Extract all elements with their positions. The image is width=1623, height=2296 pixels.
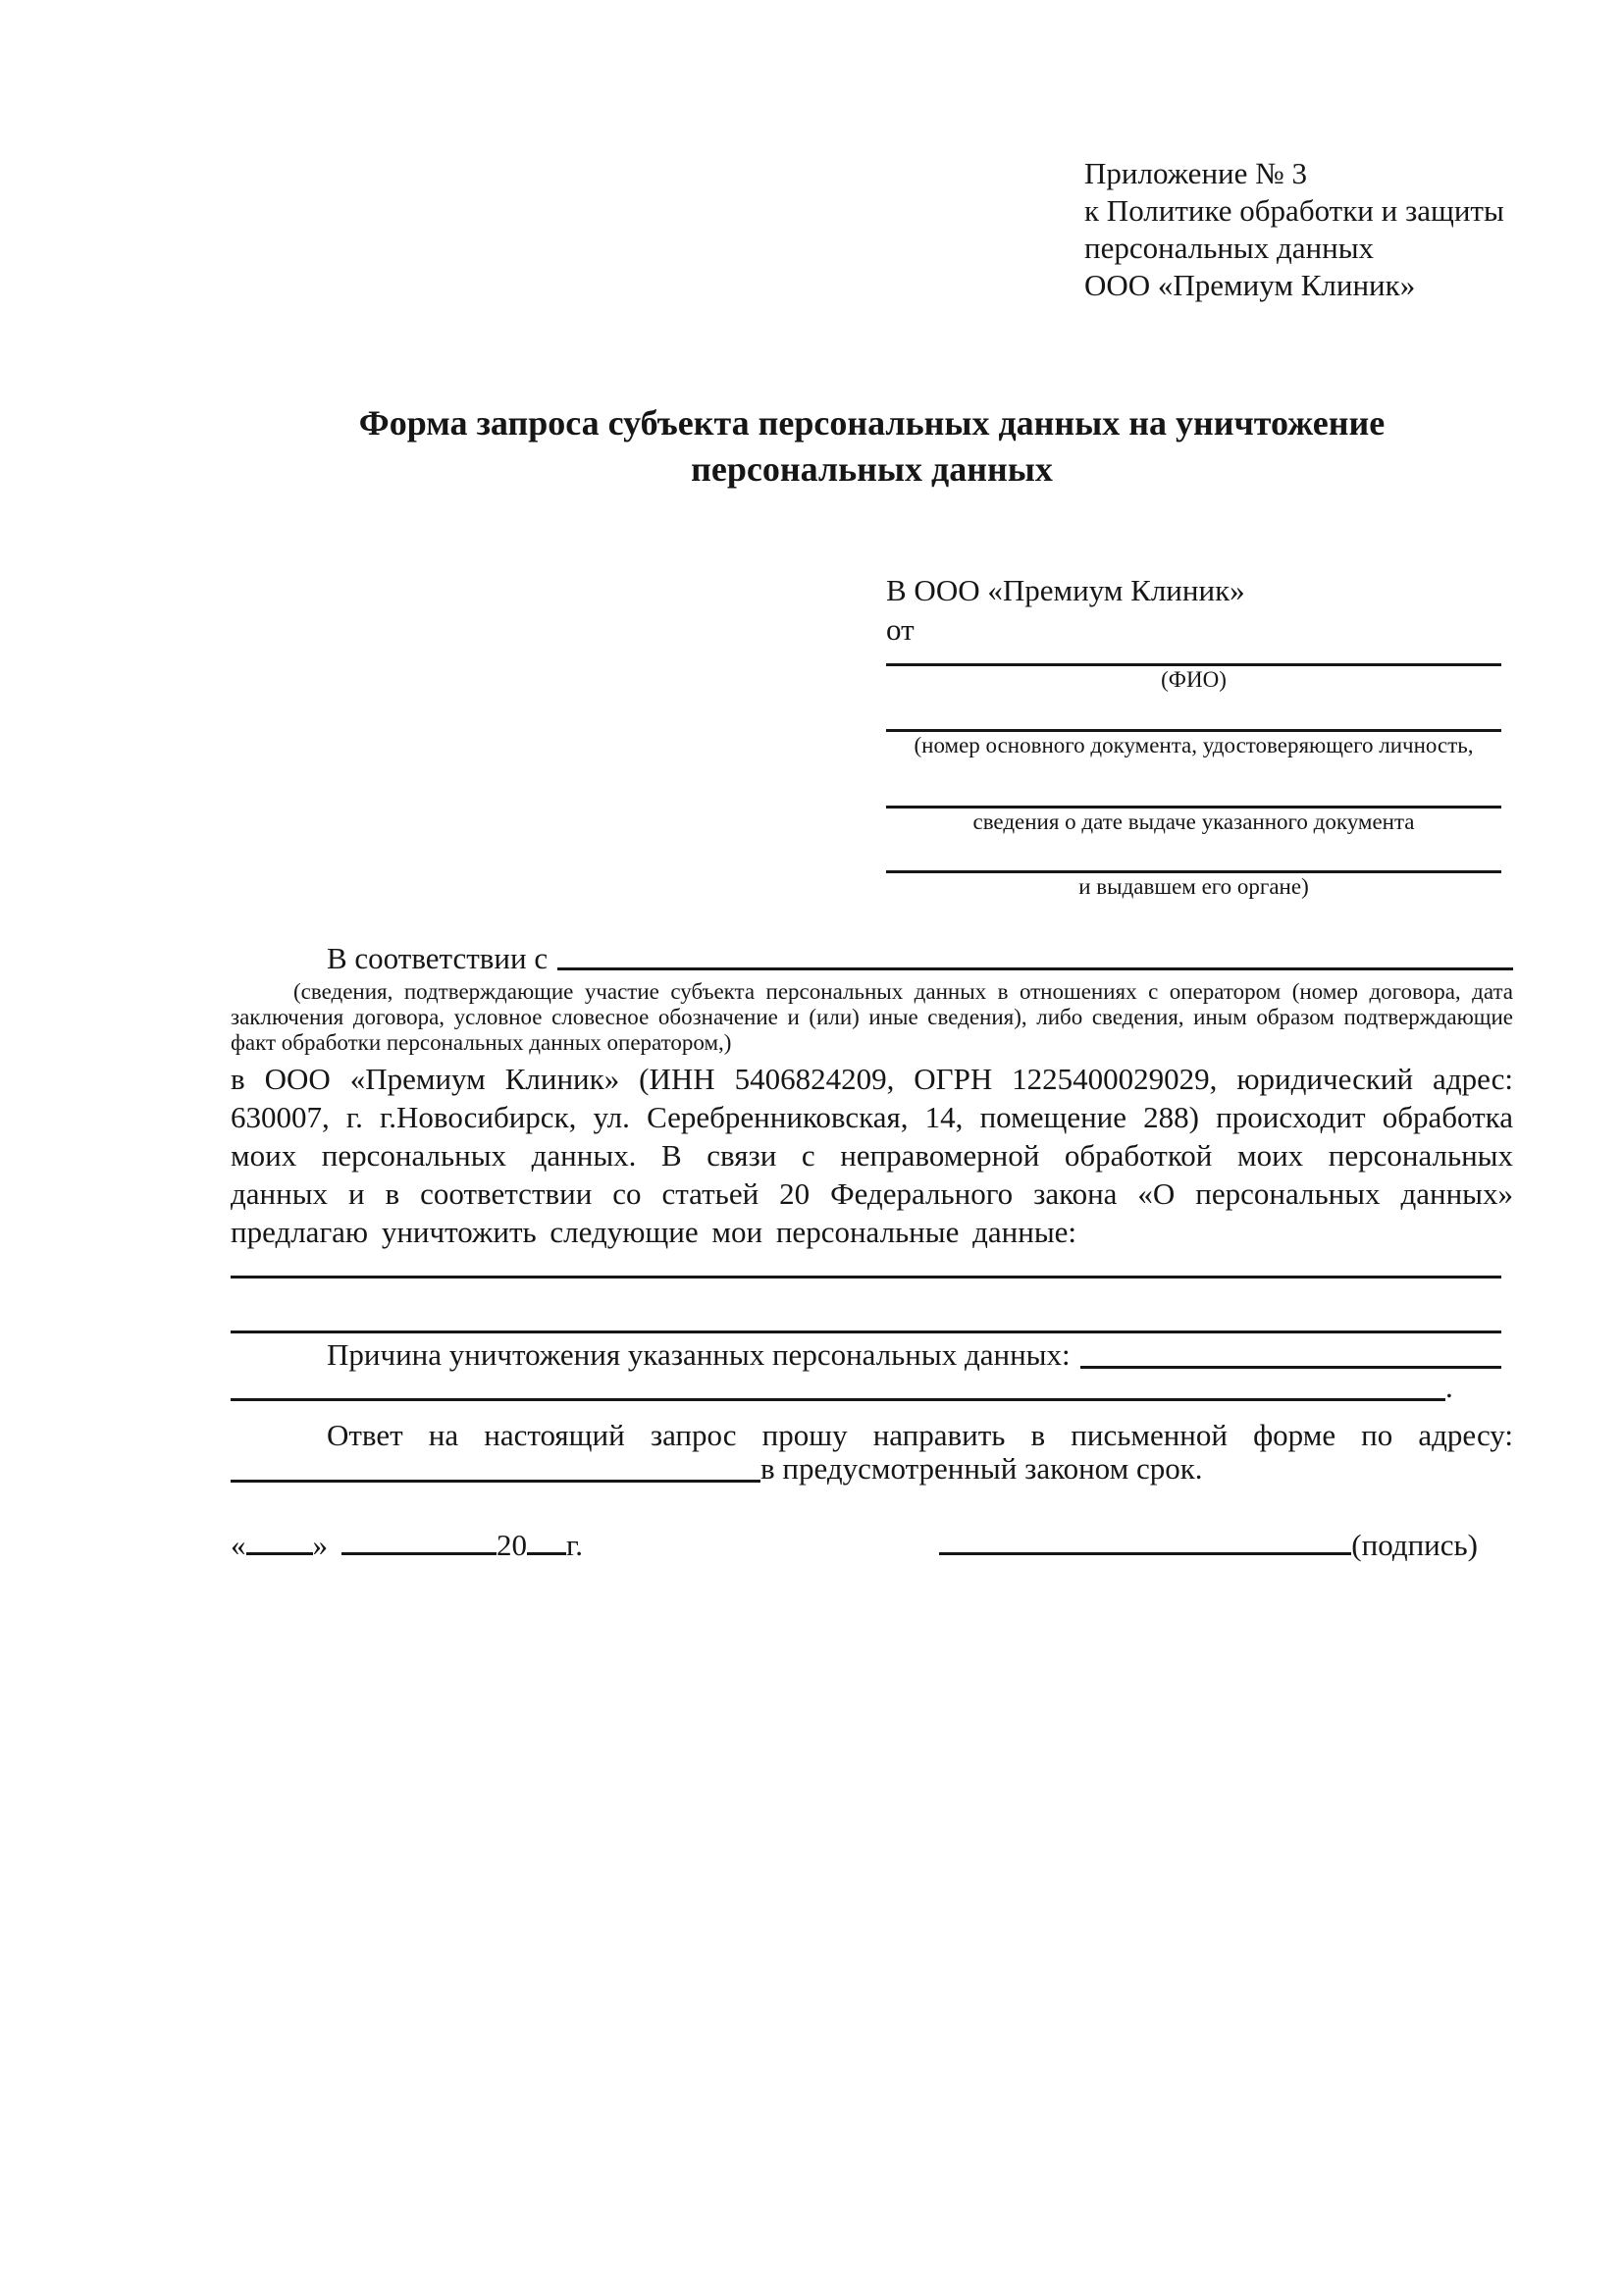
appendix-line: к Политике обработки и защиты [1084, 193, 1504, 228]
addressee-block [886, 571, 1501, 901]
accordance-field-line [557, 967, 1513, 970]
addressee-to: В ООО «Премиум Клиник» [886, 573, 1245, 607]
date-line [231, 1523, 583, 1565]
footer-row [231, 1523, 1513, 1565]
signature-field-line [939, 1523, 1351, 1555]
appendix-block [1084, 155, 1504, 304]
appendix-line: персональных данных [1084, 231, 1375, 265]
signature-line [939, 1523, 1478, 1565]
page-title [231, 400, 1513, 493]
year-suffix: г. [566, 1528, 583, 1562]
reason-field-line [1080, 1366, 1501, 1369]
document-number-caption: (номер основного документа, удостоверяющего личность, [914, 733, 1474, 757]
reason-field-line-2-rule [231, 1398, 1445, 1401]
answer-address-line [231, 1450, 1513, 1487]
accordance-note: (сведения, подтверждающие участие субъекта персональных данных в отношениях с оператором (номер договора, дата заключения договора, условное словесное обозначение и (или) иные сведения), либо сведения, иным образом подтверждающие факт обработки персональных данных оператором,) [231, 979, 1513, 1055]
fio-caption: (ФИО) [1161, 667, 1227, 692]
reason-line [231, 1336, 1501, 1374]
personal-data-field-line-1 [231, 1238, 1501, 1278]
accordance-lead: В соответствии с [327, 941, 549, 975]
trailing-period: . [1445, 1370, 1453, 1404]
document-issue-date-caption: сведения о дате выдаче указанного документа [972, 809, 1415, 834]
month-field-line [341, 1523, 497, 1555]
answer-address-suffix: в предусмотренный законом срок. [760, 1451, 1203, 1486]
reason-label: Причина уничтожения указанных персональных данных: [327, 1337, 1071, 1372]
page-title-line: персональных данных [691, 449, 1053, 489]
appendix-line: ООО «Премиум Клиник» [1084, 268, 1416, 302]
answer-request-line: Ответ на настоящий запрос прошу направить в письменной форме по адресу: [327, 1418, 1513, 1452]
reason-field-line-2 [231, 1370, 1513, 1405]
year-prefix: 20 [497, 1528, 527, 1562]
day-field-line [246, 1523, 313, 1555]
year-field-line [527, 1523, 566, 1555]
document-issue-date-field-line [886, 759, 1501, 809]
body-paragraph: в ООО «Премиум Клиник» (ИНН 5406824209, ОГРН 1225400029029, юридический адрес: 630007, г. г.Новосибирск, ул. Серебренниковская, 14, помещение 288) происходит обработка моих персональных данных. В связи с неправомерной обработкой моих персональных данных и в соответствии со статьей 20 Федерального закона «О персональных данных» предлагаю уничтожить следующие мои персональные данные: [231, 1062, 1513, 1249]
document-authority-field-line [886, 836, 1501, 873]
accordance-line [231, 942, 1513, 975]
fio-field-line [886, 650, 1501, 666]
open-quote: « [231, 1528, 246, 1562]
page-title-line: Форма запроса субъекта персональных данных на уничтожение [358, 403, 1386, 443]
appendix-line: Приложение № 3 [1084, 156, 1307, 190]
address-field-line [231, 1480, 760, 1483]
document-authority-caption: и выдавшем его органе) [1078, 874, 1309, 899]
document-number-field-line [886, 694, 1501, 732]
signature-caption: (подпись) [1351, 1528, 1478, 1562]
personal-data-field-line-2 [231, 1293, 1501, 1333]
addressee-from: от [886, 612, 915, 647]
close-quote: » [312, 1528, 328, 1562]
